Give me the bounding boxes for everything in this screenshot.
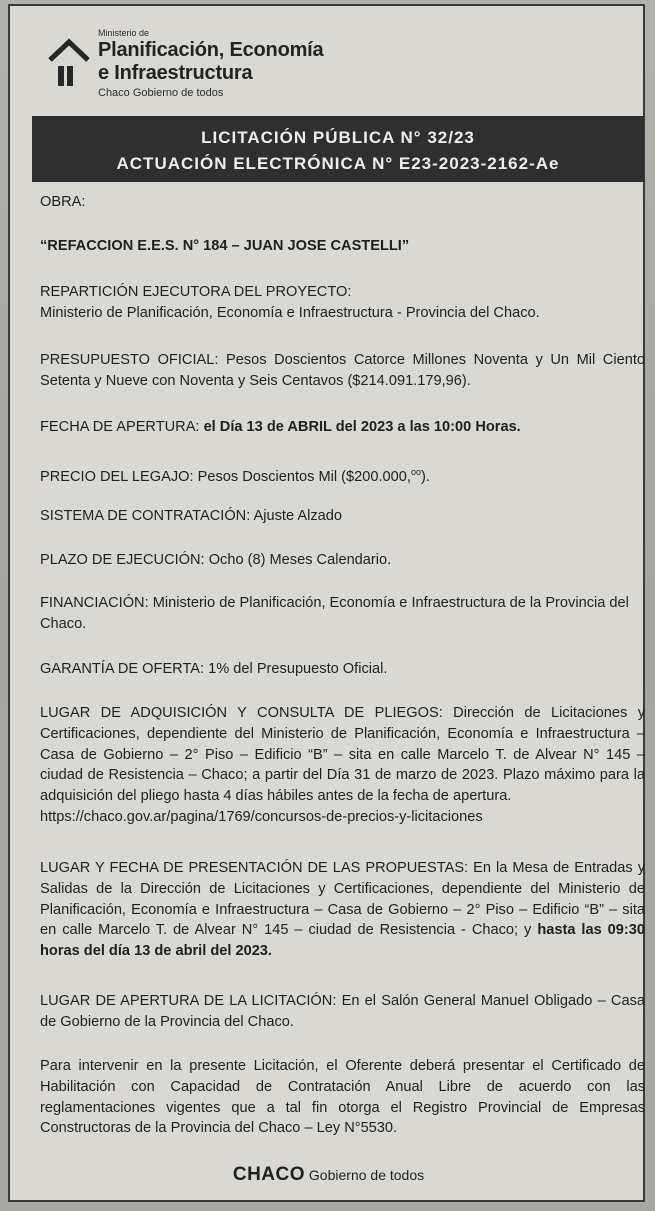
financiacion-value: Ministerio de Planificación, Economía e Infraestructura de la Provincia del Chaco. (40, 595, 629, 632)
obra-section (40, 192, 645, 213)
lugar-pres-deadline: hasta las 09:30 horas del día 13 de abril del 2023. (40, 922, 645, 960)
footer-brand: CHACO (232, 1164, 306, 1185)
fecha-apertura-section (40, 417, 645, 438)
closing-paragraph (40, 1056, 645, 1139)
precio-value: Pesos Doscientos Mil ($200.000, (197, 468, 411, 485)
footer-logo (10, 1164, 647, 1186)
fecha-label: FECHA DE APERTURA: (40, 419, 200, 435)
ministry-small-label: Ministerio de (98, 28, 150, 38)
reparticion-label: REPARTICIÓN EJECUTORA DEL PROYECTO: (40, 284, 352, 300)
financiacion-label: FINANCIACIÓN: (40, 595, 149, 611)
reparticion-section (40, 282, 645, 324)
precio-superscript: oo (410, 467, 421, 477)
obra-label: OBRA: (40, 194, 86, 210)
electronic-record-number: ACTUACIÓN ELECTRÓNICA N° E23-2023-2162-Ae (116, 154, 560, 173)
precio-label: PRECIO DEL LEGAJO: (40, 468, 194, 485)
garantia-label: GARANTÍA DE OFERTA: (40, 661, 205, 677)
plazo-value: Ocho (8) Meses Calendario. (208, 552, 392, 568)
sistema-label: SISTEMA DE CONTRATACIÓN: (40, 508, 251, 524)
sistema-section (40, 506, 645, 527)
lugar-pres-label: LUGAR Y FECHA DE PRESENTACIÓN DE LAS PROPUESTAS: (40, 860, 469, 876)
pliegos-url: https://chaco.gov.ar/pagina/1769/concursos-de-precios-y-licitaciones (40, 808, 483, 825)
house-icon (48, 36, 90, 88)
sistema-value: Ajuste Alzado (253, 508, 342, 524)
lugar-presentacion-section (40, 858, 645, 962)
lugar-apertura-section (40, 991, 645, 1033)
tender-notice (8, 4, 645, 1202)
ministry-name-line2: e Infraestructura (98, 62, 253, 84)
precio-section (40, 462, 645, 488)
ministry-tagline: Chaco Gobierno de todos (98, 87, 224, 99)
tender-number: LICITACIÓN PÚBLICA N° 32/23 (201, 128, 475, 147)
presupuesto-value: Pesos Doscientos Catorce Millones Noventa y Un Mil Ciento Setenta y Nueve con Noventa y Seis Centavos ($214.091.179,96). (40, 352, 645, 389)
financiacion-section (40, 593, 645, 635)
footer-slogan: Gobierno de todos (308, 1167, 425, 1183)
title-banner (32, 116, 644, 182)
ministry-logo (48, 24, 368, 104)
lugar-adq-value: Dirección de Licitaciones y Certificaciones, dependiente del Ministerio de Planificación, Economía e Infraestructura – Casa de Gobierno – 2° Piso – Edificio “B” – sita en calle Marcelo T. de Alvear N° 145 – ciudad de Resistencia – Chaco; a partir del Día 31 de marzo de 2023. Plazo máximo para la adquisición del pliego hasta 4 días hábiles antes de la fecha de apertura. (40, 705, 645, 805)
obra-value-section (40, 236, 645, 257)
fecha-value: el Día 13 de ABRIL del 2023 a las 10:00 Horas. (203, 419, 521, 435)
lugar-ap-label: LUGAR DE APERTURA DE LA LICITACIÓN: (40, 993, 337, 1009)
closing-text: Para intervenir en la presente Licitación, el Oferente deberá presentar el Certificado de Habilitación con Capacidad de Contratación Anual Libre de acuerdo con las reglamentaciones vigentes que a tal fin otorga el Registro Provincial de Empresas Constructoras de la Provincia del Chaco – Ley N°5530. (40, 1058, 645, 1137)
lugar-ap-value: En el Salón General Manuel Obligado – Casa de Gobierno de la Provincia del Chaco. (40, 993, 645, 1030)
garantia-value: 1% del Presupuesto Oficial. (208, 661, 388, 677)
obra-value: “REFACCION E.E.S. N° 184 – JUAN JOSE CASTELLI” (40, 238, 410, 254)
presupuesto-section (40, 350, 645, 392)
presupuesto-label: PRESUPUESTO OFICIAL: (40, 352, 219, 368)
precio-end: ). (420, 468, 430, 485)
lugar-pres-value: En la Mesa de Entradas y Salidas de la Dirección de Licitaciones y Certificaciones, dependiente del Ministerio de Planificación, Economía e Infraestructura – Casa de Gobierno – 2° Piso – Edificio “B” – sita en calle Marcelo T. de Alvear N° 145 – ciudad de Resistencia - Chaco; y (40, 860, 645, 939)
ministry-name-line1: Planificación, Economía (98, 39, 324, 61)
plazo-section (40, 550, 645, 571)
lugar-adquisicion-section (40, 703, 645, 828)
reparticion-value: Ministerio de Planificación, Economía e Infraestructura - Provincia del Chaco. (40, 304, 540, 321)
garantia-section (40, 659, 645, 680)
plazo-label: PLAZO DE EJECUCIÓN: (40, 552, 205, 568)
lugar-adq-label: LUGAR DE ADQUISICIÓN Y CONSULTA DE PLIEGOS: (40, 705, 443, 721)
